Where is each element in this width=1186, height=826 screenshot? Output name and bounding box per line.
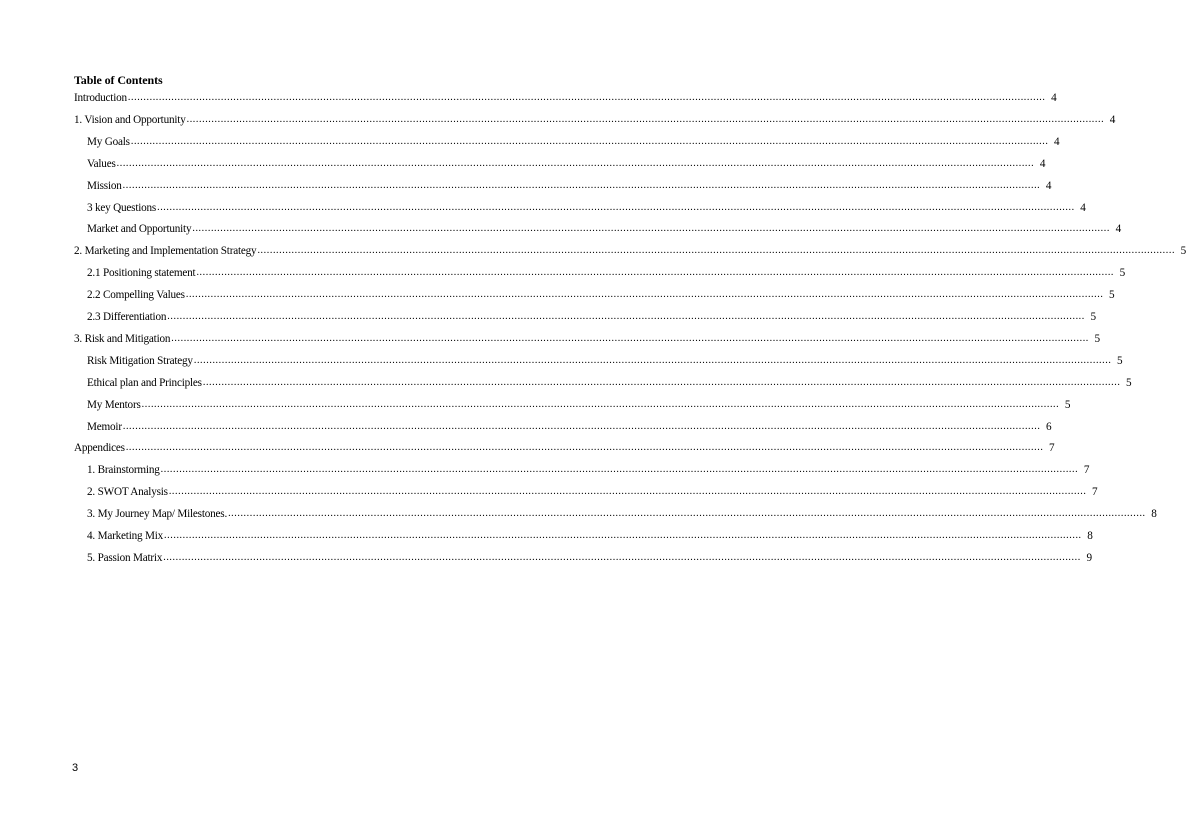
toc-entry-differentiation[interactable]	[87, 308, 1096, 324]
page-number: 3	[72, 762, 79, 774]
toc-entry-page: 8	[1151, 508, 1157, 521]
toc-entry-page: 5	[1180, 245, 1186, 258]
toc-entry-page: 4	[1109, 113, 1116, 126]
toc-entry-compelling-values[interactable]	[87, 286, 1115, 302]
toc-leader-dots: ........................................................................................................................................................................................................................................................................................................	[193, 354, 1112, 366]
toc-leader-dots: ........................................................................................................................................................................................................................................................................................................	[160, 464, 1079, 476]
toc-leader-dots: ........................................................................................................................................................................................................................................................................................................	[257, 245, 1176, 257]
toc-leader-dots: ........................................................................................................................................................................................................................................................................................................	[171, 332, 1089, 344]
toc-heading: Table of Contents	[74, 73, 163, 87]
toc-entry-page: 4	[1051, 92, 1057, 104]
toc-entry-label: 4. Marketing Mix	[87, 530, 164, 542]
toc-entry-page: 6	[1046, 420, 1052, 433]
toc-entry-my-goals[interactable]	[87, 133, 1060, 149]
toc-leader-dots: ........................................................................................................................................................................................................................................................................................................	[164, 530, 1082, 541]
toc-entry-label: 5. Passion Matrix	[87, 551, 163, 564]
toc-entry-page: 5	[1119, 267, 1126, 280]
toc-entry-marketing-mix[interactable]	[87, 527, 1093, 543]
toc-leader-dots: ........................................................................................................................................................................................................................................................................................................	[125, 442, 1044, 454]
toc-entry-page: 4	[1080, 201, 1086, 214]
toc-entry-label: 2.3 Differentiation	[87, 311, 167, 323]
toc-entry-label: 2. SWOT Analysis	[87, 486, 168, 499]
toc-leader-dots: ........................................................................................................................................................................................................................................................................................................	[196, 267, 1115, 279]
toc-leader-dots: ........................................................................................................................................................................................................................................................................................................	[141, 398, 1060, 410]
toc-entry-page: 4	[1045, 179, 1052, 192]
toc-entry-page: 5	[1094, 332, 1100, 345]
toc-entry-passion-matrix[interactable]	[87, 549, 1092, 565]
toc-entry-label: 3. My Journey Map/ Milestones.	[87, 508, 228, 521]
toc-entry-journey-map-milestones[interactable]	[87, 505, 1157, 521]
toc-leader-dots: ........................................................................................................................................................................................................................................................................................................	[122, 179, 1041, 191]
toc-entry-page: 7	[1083, 464, 1090, 477]
toc-leader-dots: ........................................................................................................................................................................................................................................................................................................	[163, 551, 1081, 563]
toc-leader-dots: ........................................................................................................................................................................................................................................................................................................	[186, 113, 1105, 125]
toc-entry-page: 4	[1115, 223, 1121, 236]
toc-entry-values[interactable]	[87, 155, 1046, 171]
toc-entry-ethical-plan-and-principles[interactable]	[87, 374, 1132, 390]
toc-leader-dots: ........................................................................................................................................................................................................................................................................................................	[167, 311, 1085, 322]
toc-entry-label: 1. Vision and Opportunity	[74, 113, 186, 126]
toc-entry-risk-mitigation-strategy[interactable]	[87, 352, 1123, 368]
toc-entry-label: Values	[87, 157, 116, 170]
toc-entry-page: 7	[1092, 486, 1098, 499]
toc-entry-positioning-statement[interactable]	[87, 264, 1126, 280]
toc-entry-page: 5	[1064, 398, 1071, 411]
toc-leader-dots: ........................................................................................................................................................................................................................................................................................................	[185, 289, 1104, 301]
toc-leader-dots: ........................................................................................................................................................................................................................................................................................................	[228, 508, 1146, 520]
toc-leader-dots: ........................................................................................................................................................................................................................................................................................................	[168, 486, 1087, 498]
toc-leader-dots: ........................................................................................................................................................................................................................................................................................................	[127, 92, 1046, 103]
toc-entry-label: Ethical plan and Principles	[87, 376, 202, 389]
toc-entry-my-mentors[interactable]	[87, 396, 1071, 412]
toc-entry-brainstorming[interactable]	[87, 461, 1090, 477]
toc-leader-dots: ........................................................................................................................................................................................................................................................................................................	[202, 376, 1121, 388]
toc-entry-risk-and-mitigation[interactable]	[74, 330, 1100, 346]
toc-entry-mission[interactable]	[87, 177, 1052, 193]
toc-entry-vision-and-opportunity[interactable]	[74, 111, 1116, 127]
toc-entry-swot-analysis[interactable]	[87, 483, 1098, 499]
toc-leader-dots: ........................................................................................................................................................................................................................................................................................................	[116, 157, 1035, 169]
toc-entry-page: 9	[1086, 551, 1092, 564]
toc-entry-page: 7	[1049, 442, 1055, 455]
toc-entry-label: Introduction	[74, 92, 127, 104]
toc-entry-memoir[interactable]	[87, 418, 1052, 434]
toc-leader-dots: ........................................................................................................................................................................................................................................................................................................	[157, 201, 1075, 213]
toc-entry-page: 5	[1090, 311, 1096, 323]
toc-leader-dots: ........................................................................................................................................................................................................................................................................................................	[192, 223, 1110, 235]
toc-entry-label: 2. Marketing and Implementation Strategy	[74, 245, 257, 258]
toc-leader-dots: ........................................................................................................................................................................................................................................................................................................	[130, 135, 1049, 147]
toc-entry-page: 4	[1039, 157, 1046, 170]
toc-entry-label: 2.1 Positioning statement	[87, 267, 196, 280]
toc-leader-dots: ........................................................................................................................................................................................................................................................................................................	[122, 420, 1041, 432]
toc-entry-label: 1. Brainstorming	[87, 464, 160, 477]
toc-entry-label: Memoir	[87, 420, 122, 433]
toc-entry-page: 4	[1054, 135, 1060, 148]
toc-entry-label: 3. Risk and Mitigation	[74, 332, 171, 345]
toc-entry-label: My Mentors	[87, 398, 141, 411]
toc-entry-label: 2.2 Compelling Values	[87, 289, 185, 302]
toc-entry-market-and-opportunity[interactable]	[87, 220, 1121, 236]
toc-entry-page: 5	[1126, 376, 1132, 389]
toc-entry-label: Mission	[87, 179, 122, 192]
toc-entry-label: Market and Opportunity	[87, 223, 192, 236]
toc-entry-introduction[interactable]	[74, 89, 1057, 105]
toc-entry-page: 5	[1117, 354, 1123, 367]
toc-entry-page: 8	[1087, 530, 1093, 542]
toc-entry-marketing-and-implementation-strategy[interactable]	[74, 242, 1186, 258]
toc-entry-page: 5	[1109, 289, 1115, 302]
toc-entry-label: 3 key Questions	[87, 201, 157, 214]
toc-entry-3-key-questions[interactable]	[87, 199, 1086, 215]
toc-entry-appendices[interactable]	[74, 439, 1055, 455]
toc-entry-label: Risk Mitigation Strategy	[87, 354, 193, 367]
toc-entry-label: Appendices	[74, 442, 125, 455]
toc-entry-label: My Goals	[87, 135, 130, 148]
